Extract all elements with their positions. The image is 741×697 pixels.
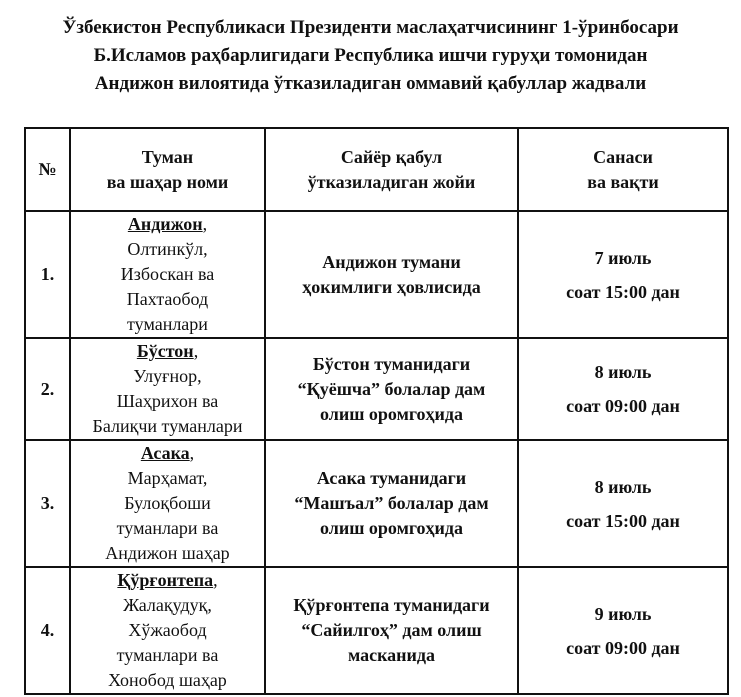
row-date-time: 8 июль соат 09:00 дан [518,338,728,440]
row-district: Бўстон, Улуғнор, Шаҳрихон ва Балиқчи туманлари [70,338,265,440]
row-number: 1. [25,211,70,338]
table-row [25,211,728,338]
row-place: Асака туманидаги “Машъал” болалар дам олиш оромгоҳида [265,440,518,567]
district-main: Бўстон [136,341,194,361]
row-place: Бўстон туманидаги “Қуёшча” болалар дам олиш оромгоҳида [265,338,518,440]
row-number: 3. [25,440,70,567]
district-main: Қўрғонтепа [117,570,214,590]
row-place: Андижон тумани ҳокимлиги ҳовлисида [265,211,518,338]
header-place: Сайёр қабул ўтказиладиган жойи [265,128,518,211]
table-header-row [25,128,728,211]
row-place: Қўрғонтепа туманидаги “Сайилгоҳ” дам олиш масканида [265,567,518,694]
row-date-time: 8 июль соат 15:00 дан [518,440,728,567]
row-number: 4. [25,567,70,694]
header-date: Санаси ва вақти [518,128,728,211]
row-date-time: 7 июль соат 15:00 дан [518,211,728,338]
row-district: Қўрғонтепа, Жалақудуқ, Хўжаобод туманлари ва Хонобод шаҳар [70,567,265,694]
table-row [25,567,728,694]
header-number: № [25,128,70,211]
header-district: Туман ва шаҳар номи [70,128,265,211]
title-line-3: Андижон вилоятида ўтказиладиган оммавий қабуллар жадвали [94,73,647,94]
document-title [0,14,741,98]
table-row [25,440,728,567]
district-main: Асака [140,443,190,463]
table-row [25,338,728,440]
schedule-table [24,127,729,695]
title-line-1: Ўзбекистон Республикаси Президенти маслаҳатчисининг 1-ўринбосари [62,17,679,38]
row-district: Асака, Марҳамат, Булоқбоши туманлари ва Андижон шаҳар [70,440,265,567]
title-line-2: Б.Исламов раҳбарлигидаги Республика ишчи гуруҳи томонидан [93,45,648,66]
row-date-time: 9 июль соат 09:00 дан [518,567,728,694]
row-number: 2. [25,338,70,440]
district-main: Андижон [127,214,203,234]
row-district: Андижон, Олтинкўл, Избоскан ва Пахтаобод туманлари [70,211,265,338]
